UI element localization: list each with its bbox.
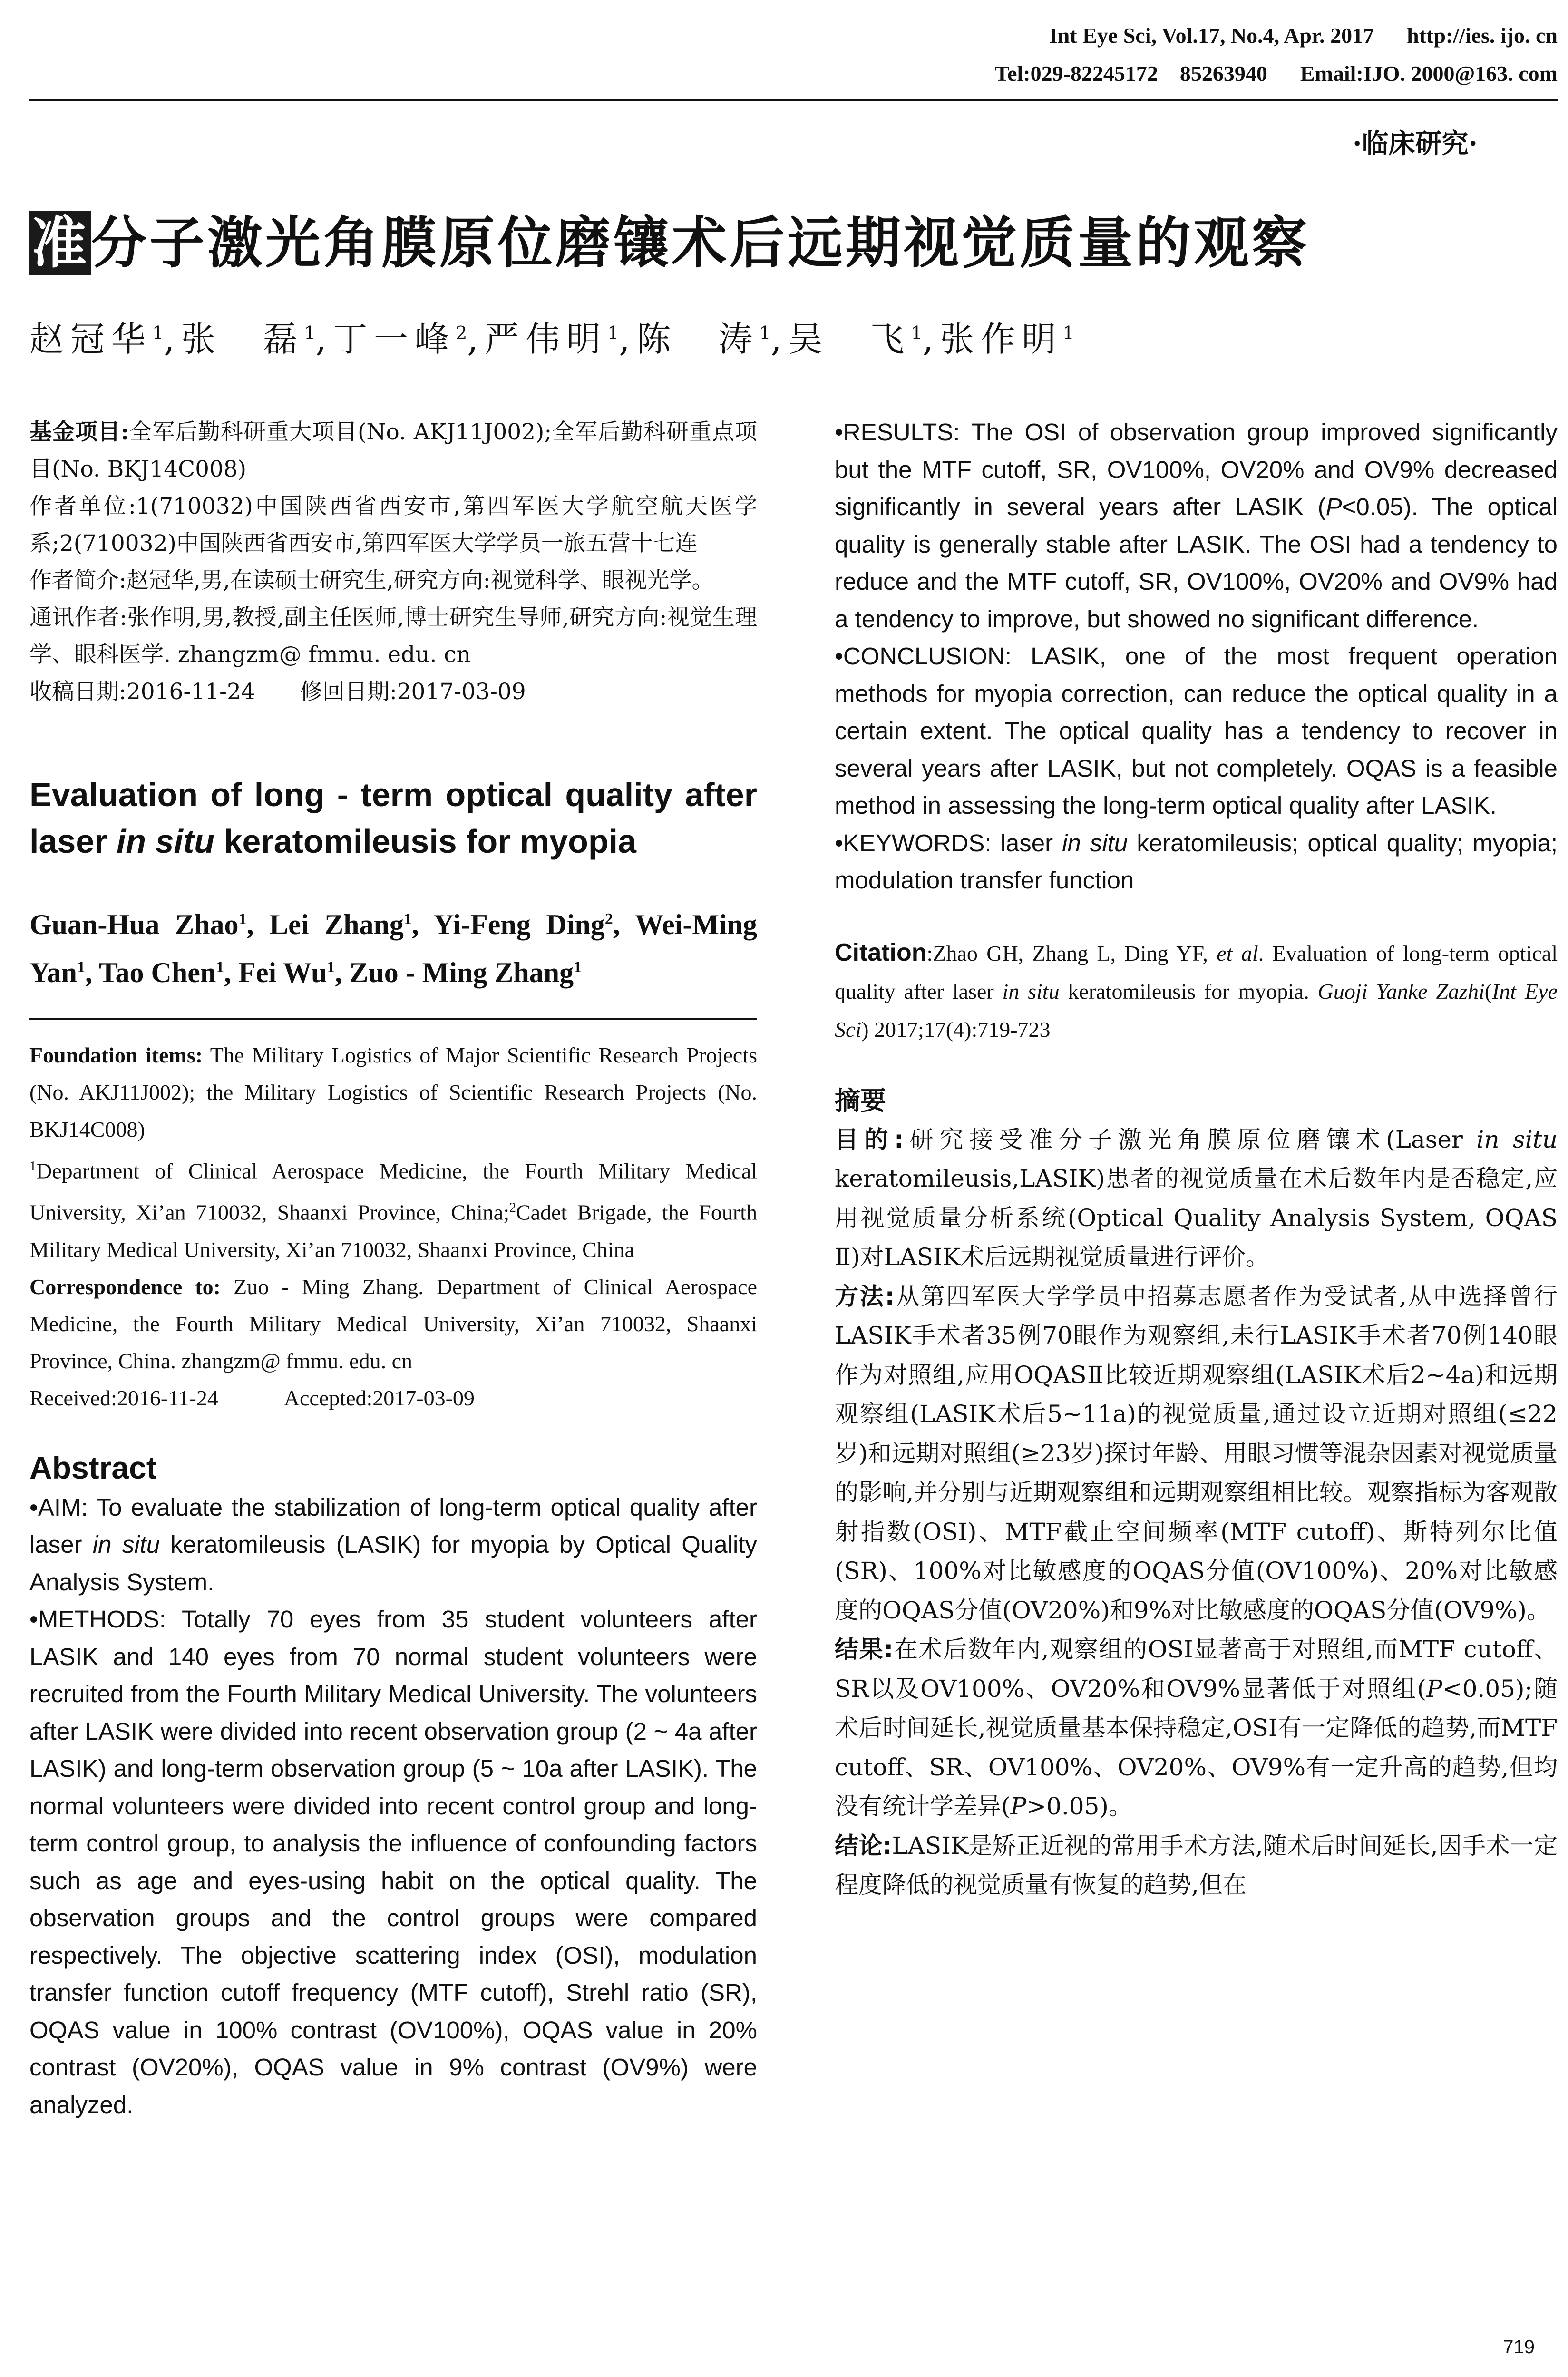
methods-text: Totally 70 eyes from 35 student volunteers after LASIK and 140 eyes from 70 normal student volunteers were recruited from the Fourth Military Medical University. The volunteers after LASIK were divided into recent observation group (2 ~ 4a after LASIK) and long-term observation group (5 ~ 10a after LASIK). The normal volunteers were divided into recent control group and long-term control group, to analysis the influence of confounding factors such as age and eyes-using habit on the optical quality. The observation groups and the control groups were compared respectively. The objective scattering index (OSI), modulation transfer function cutoff frequency (MTF cutoff), Strehl ratio (SR), OQAS value in 100% contrast (OV100%), OQAS value in 20% contrast (OV20%), OQAS value in 9% contrast (OV9%) were analyzed. — [29, 1606, 757, 2118]
citation-journal-en: Int Eye Sci — [835, 979, 1558, 1042]
foundation-en — [29, 1037, 757, 1148]
running-header-line-1: Int Eye Sci, Vol.17, No.4, Apr. 2017 http://ies. ijo. cn — [1049, 23, 1558, 48]
citation-text: keratomileusis for myopia. — [1059, 979, 1318, 1003]
abstract-methods — [29, 1601, 757, 2124]
author-en: , Yi-Feng Ding — [411, 909, 605, 940]
aim-text: keratomileusis (LASIK) for myopia by Optical Quality Analysis System. — [29, 1531, 757, 1596]
foundation-text: 全军后勤科研重大项目(No. AKJ11J002);全军后勤科研重点项目(No. BKJ14C008) — [29, 419, 757, 482]
zy-methods — [835, 1277, 1558, 1630]
affiliation-en — [29, 1148, 757, 1268]
citation-italic: in situ — [1002, 979, 1060, 1003]
foundation-label: 基金项目: — [29, 419, 129, 445]
zy-results-text: >0.05)。 — [1026, 1792, 1132, 1820]
author-cn: ,张作明 — [922, 319, 1063, 359]
affil-sup: 1 — [1062, 322, 1074, 343]
keywords-text: laser — [1000, 829, 1062, 857]
bio-text: 赵冠华,男,在读硕士研究生,研究方向:视觉科学、眼视光学。 — [126, 567, 714, 594]
affil-text: 1(710032)中国陕西省西安市,第四军医大学航空航天医学系;2(710032)中国陕西省西安市,第四军医大学学员一旅五营十七连 — [29, 493, 757, 556]
affil-sup: 1 — [238, 910, 247, 928]
en-title-italic: in situ — [116, 823, 215, 860]
citation-text: ) 2017;17(4):719-723 — [861, 1017, 1051, 1042]
header-rule — [29, 99, 1558, 101]
foundation-cn — [29, 414, 757, 488]
author-en: , Zuo - Ming Zhang — [335, 957, 574, 988]
affil-text-en: Cadet Brigade, the Fourth Military Medical University, Xi’an 710032, Shaanxi Province, China — [29, 1200, 757, 1262]
section-tag: ·临床研究· — [1353, 128, 1478, 159]
zy-conclusion-label: 结论: — [835, 1831, 892, 1860]
affil-sup: 1 — [216, 958, 224, 976]
zy-results — [835, 1630, 1558, 1826]
aim-label: •AIM: — [29, 1493, 97, 1521]
results-label: •RESULTS: — [835, 419, 972, 446]
zy-results-text: <0.05);随术后时间延长,视觉质量基本保持稳定,OSI有一定降低的趋势,而MTF cutoff、SR、OV100%、OV20%、OV9%有一定升高的趋势,但均没有统计学差异( — [835, 1675, 1558, 1820]
author-cn: 赵冠华 — [29, 319, 153, 359]
foundation-label-en: Foundation items: — [29, 1043, 203, 1067]
affiliation-cn — [29, 488, 757, 562]
zy-conclusion-text: LASIK是矫正近视的常用手术方法,随术后时间延长,因手术一定程度降低的视觉质量有恢复的趋势,但在 — [835, 1831, 1558, 1899]
aim-text: To evaluate the stabilization of long-term optical quality after laser — [29, 1493, 757, 1559]
author-cn: ,丁一峰 — [315, 319, 456, 359]
affil-sup: 1 — [327, 958, 335, 976]
affil-sup: 1 — [304, 322, 316, 343]
affil-sup: 2 — [456, 322, 467, 343]
author-en: , Fei Wu — [224, 957, 327, 988]
abstract-results — [835, 414, 1558, 638]
correspondence-en — [29, 1268, 757, 1380]
citation-text: :Zhao GH, Zhang L, Ding YF, — [926, 941, 1217, 965]
citation-text: ( — [1484, 979, 1492, 1003]
bio-label: 作者简介: — [29, 567, 127, 594]
dates-en: Received:2016-11-24 Accepted:2017-03-09 — [29, 1385, 475, 1410]
affil-sup: 2 — [604, 910, 613, 928]
running-header-line-2: Tel:029-82245172 85263940 Email:IJO. 2000@163. com — [994, 61, 1558, 86]
citation-journal: Guoji Yanke Zazhi — [1317, 979, 1485, 1003]
correspondence-cn — [29, 599, 757, 673]
article-title-en — [29, 771, 757, 865]
author-cn: ,张 磊 — [164, 319, 304, 359]
page-number: 719 — [1503, 2337, 1535, 2358]
zy-methods-text: 从第四军医大学学员中招募志愿者作为受试者,从中选择曾行LASIK手术者35例70眼作为观察组,未行LASIK手术者70例140眼作为对照组,应用OQASⅡ比较近期观察组(LASIK术后2~4a)和远期观察组(LASIK术后5~11a)的视觉质量,通过设立近期对照组(≤22岁)和远期对照组(≥23岁)探讨年龄、用眼习惯等混杂因素对视觉质量的影响,并分别与近期观察组和远期观察组相比较。观察指标为客观散射指数(OSI)、MTF截止空间频率(MTF cutoff)、斯特列尔比值(SR)、100%对比敏感度的OQAS分值(OV100%)、20%对比敏感度的OQAS分值(OV20%)和9%对比敏感度的OQAS分值(OV9%)。 — [835, 1282, 1558, 1624]
aim-italic: in situ — [92, 1531, 160, 1559]
article-info-en — [29, 1037, 757, 1417]
affil-label: 作者单位: — [29, 493, 136, 519]
abstract-keywords — [835, 825, 1558, 899]
en-title-part: keratomileusis for myopia — [214, 823, 637, 860]
zy-aim-label: 目的: — [835, 1125, 904, 1153]
zy-results-text: 在术后数年内,观察组的OSI显著高于对照组,而MTF cutoff、SR以及OV100%、OV20%和OV9%显著低于对照组( — [835, 1636, 1558, 1703]
en-title-part: Evaluation of long - term optical quality after laser — [29, 776, 757, 860]
affil-sup: 1 — [911, 322, 923, 343]
dates-cn: 收稿日期:2016-11-24 修回日期:2017-03-09 — [29, 679, 526, 705]
author-cn: ,吴 飞 — [770, 319, 911, 359]
results-text: <0.05). The optical quality is generally stable after LASIK. The OSI had a tendency to reduce and the MTF cutoff, SR, OV100%, OV20% and OV9% had a tendency to improve, but showed no significant difference. — [835, 493, 1558, 633]
title-rest: 分子激光角膜原位磨镶术后远期视觉质量的观察 — [91, 211, 1310, 275]
p-symbol: P — [1426, 1675, 1442, 1703]
abstract-aim — [29, 1489, 757, 1601]
p-symbol: P — [1325, 493, 1342, 520]
affil-sup: 1 — [152, 322, 164, 343]
affil-sup: 1 — [607, 322, 619, 343]
affil-sup: 1 — [77, 958, 86, 976]
abstract-cn — [835, 1120, 1558, 1905]
article-info-cn — [29, 414, 757, 711]
keywords-italic: in situ — [1062, 829, 1128, 857]
zy-aim-text: 研究接受准分子激光角膜原位磨镶术(Laser — [904, 1125, 1477, 1153]
author-bio-cn — [29, 562, 757, 599]
conclusion-text: LASIK, one of the most frequent operation methods for myopia correction, can reduce the optical quality in a certain extent. The optical quality has a tendency to recover in several years after LASIK, but not completely. OQAS is a feasible method in assessing the long-term optical quality after LASIK. — [835, 643, 1558, 819]
citation-text: . Evaluation of long-term optical quality after laser — [835, 941, 1558, 1003]
citation-block — [835, 934, 1558, 1049]
author-cn: ,陈 涛 — [619, 319, 760, 359]
zy-aim — [835, 1120, 1558, 1277]
p-symbol: P — [1010, 1792, 1027, 1820]
foundation-text-en: The Military Logistics of Major Scientific Research Projects (No. AKJ11J002); the Military Logistics of Scientific Research Projects (No. BKJ14C008) — [29, 1043, 757, 1141]
affil-sup: 1 — [574, 958, 582, 976]
divider — [29, 1018, 757, 1020]
keywords-text: keratomileusis; optical quality; myopia; modulation transfer function — [835, 829, 1558, 894]
article-title-cn — [29, 199, 1310, 278]
corr-text: 张作明,男,教授,副主任医师,博士研究生导师,研究方向:视觉生理学、眼科医学. zhangzm@ fmmu. edu. cn — [29, 604, 757, 668]
title-first-char: 准 — [29, 211, 91, 275]
affil-sup: 1 — [29, 1159, 36, 1174]
authors-cn — [29, 312, 1074, 361]
corr-label-en: Correspondence to: — [29, 1274, 221, 1299]
author-en: , Tao Chen — [85, 957, 216, 988]
left-column — [29, 414, 757, 2124]
zy-aim-text: keratomileusis,LASIK)患者的视觉质量在术后数年内是否稳定,应用视觉质量分析系统(Optical Quality Analysis System, OQAS Ⅱ)对LASIK术后远期视觉质量进行评价。 — [835, 1165, 1558, 1271]
zhaiyao-heading: 摘要 — [835, 1085, 886, 1116]
affil-sup: 2 — [509, 1200, 516, 1216]
right-column — [835, 414, 1558, 1905]
methods-label: •METHODS: — [29, 1606, 182, 1633]
affil-sup: 1 — [403, 910, 412, 928]
zy-aim-italic: in situ — [1476, 1125, 1558, 1153]
abstract-en-right — [835, 414, 1558, 899]
authors-en — [29, 898, 757, 994]
citation-italic: et al — [1217, 941, 1258, 965]
keywords-label: •KEYWORDS: — [835, 829, 1001, 857]
author-en: , Wei-Ming Yan — [29, 909, 757, 988]
author-en: , Lei Zhang — [246, 909, 404, 940]
corr-text-en: Zuo - Ming Zhang. Department of Clinical Aerospace Medicine, the Fourth Military Medical University, Xi’an 710032, Shaanxi Province, China. zhangzm@ fmmu. edu. cn — [29, 1274, 757, 1373]
corr-label: 通讯作者: — [29, 604, 127, 631]
conclusion-label: •CONCLUSION: — [835, 643, 1031, 670]
abstract-heading: Abstract — [29, 1450, 157, 1485]
zy-results-label: 结果: — [835, 1636, 894, 1663]
zy-methods-label: 方法: — [835, 1282, 895, 1310]
author-cn: ,严伟明 — [467, 319, 608, 359]
abstract-en-left — [29, 1489, 757, 2124]
abstract-conclusion — [835, 638, 1558, 825]
author-en: Guan-Hua Zhao — [29, 909, 239, 940]
citation-label: Citation — [835, 938, 927, 966]
results-text: The OSI of observation group improved significantly but the MTF cutoff, SR, OV100%, OV20% and OV9% decreased significantly in several years after LASIK ( — [835, 419, 1558, 520]
zy-conclusion — [835, 1826, 1558, 1905]
affil-sup: 1 — [759, 322, 771, 343]
affil-text-en: Department of Clinical Aerospace Medicine, the Fourth Military Medical University, Xi’an 710032, Shaanxi Province, China; — [29, 1159, 757, 1225]
